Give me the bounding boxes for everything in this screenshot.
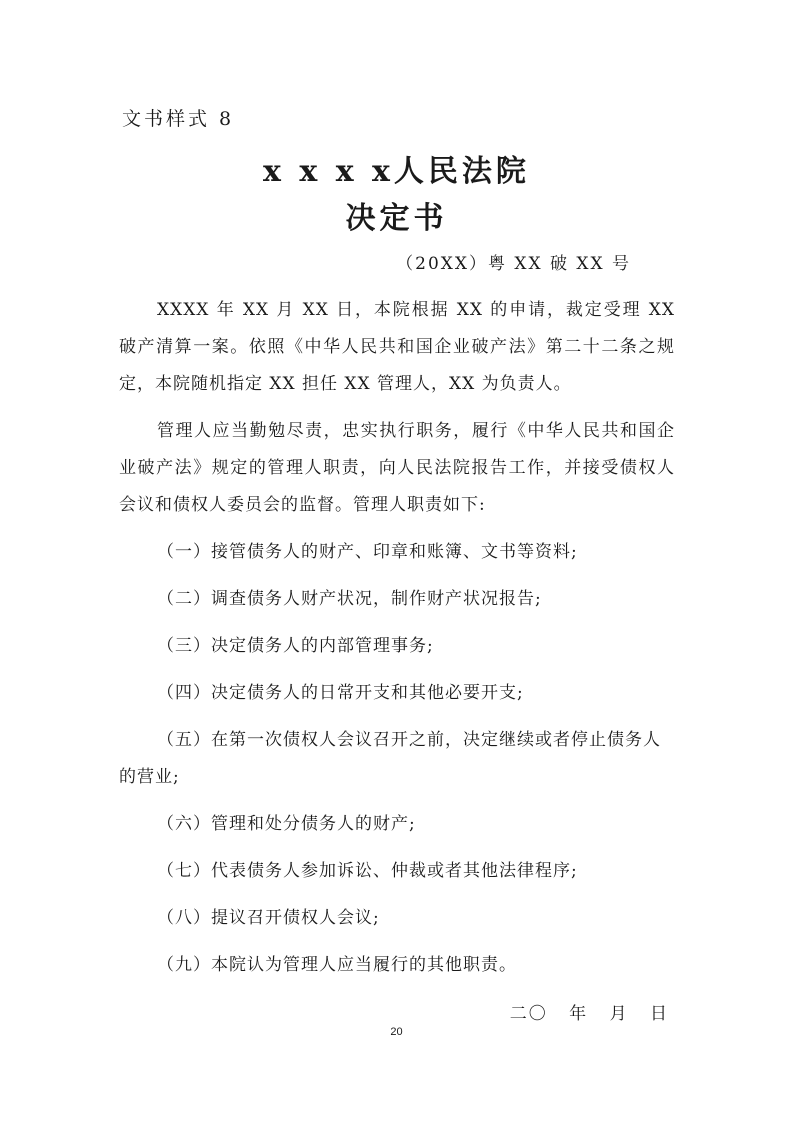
duty-item-2: （二）调查债务人财产状况，制作财产状况报告; [157, 589, 542, 609]
duty-item-3: （三）决定债务人的内部管理事务; [157, 636, 434, 656]
duty-item-7: （七）代表债务人参加诉讼、仲裁或者其他法律程序; [157, 861, 578, 881]
document-type-heading: 决定书 [345, 201, 448, 236]
page-number: 20 [390, 1026, 403, 1038]
duty-item-6: （六）管理和处分债务人的财产; [157, 814, 416, 834]
duty-item-1: （一）接管债务人的财产、印章和账簿、文书等资料; [157, 542, 578, 562]
case-number: （20XX）粤 XX 破 XX 号 [396, 254, 631, 274]
form-template-label: 文书样式 8 [122, 108, 235, 130]
duty-item-9: （九）本院认为管理人应当履行的其他职责。 [157, 955, 517, 975]
date-line: 二〇 年 月 日 [509, 1004, 669, 1024]
intro-paragraph: XXXX 年 XX 月 XX 日，本院根据 XX 的申请，裁定受理 XX 破产清算一案。依照《中华人民共和国企业破产法》第二十二条之规定，本院随机指定 XX 担任 XX 管理人，XX 为负责人。 [119, 300, 675, 394]
duties-intro-paragraph: 管理人应当勤勉尽责，忠实执行职务，履行《中华人民共和国企业破产法》规定的管理人职责，向人民法院报告工作，并接受债权人会议和债权人委员会的监督。管理人职责如下: [119, 421, 675, 515]
court-name-heading: x x x x人民法院 [263, 154, 530, 189]
duty-item-8: （八）提议召开债权人会议; [157, 908, 380, 928]
duty-item-5: （五）在第一次债权人会议召开之前，决定继续或者停止债务人的营业; [119, 730, 661, 787]
duty-item-4: （四）决定债务人的日常开支和其他必要开支; [157, 683, 524, 703]
document-body [119, 292, 675, 984]
